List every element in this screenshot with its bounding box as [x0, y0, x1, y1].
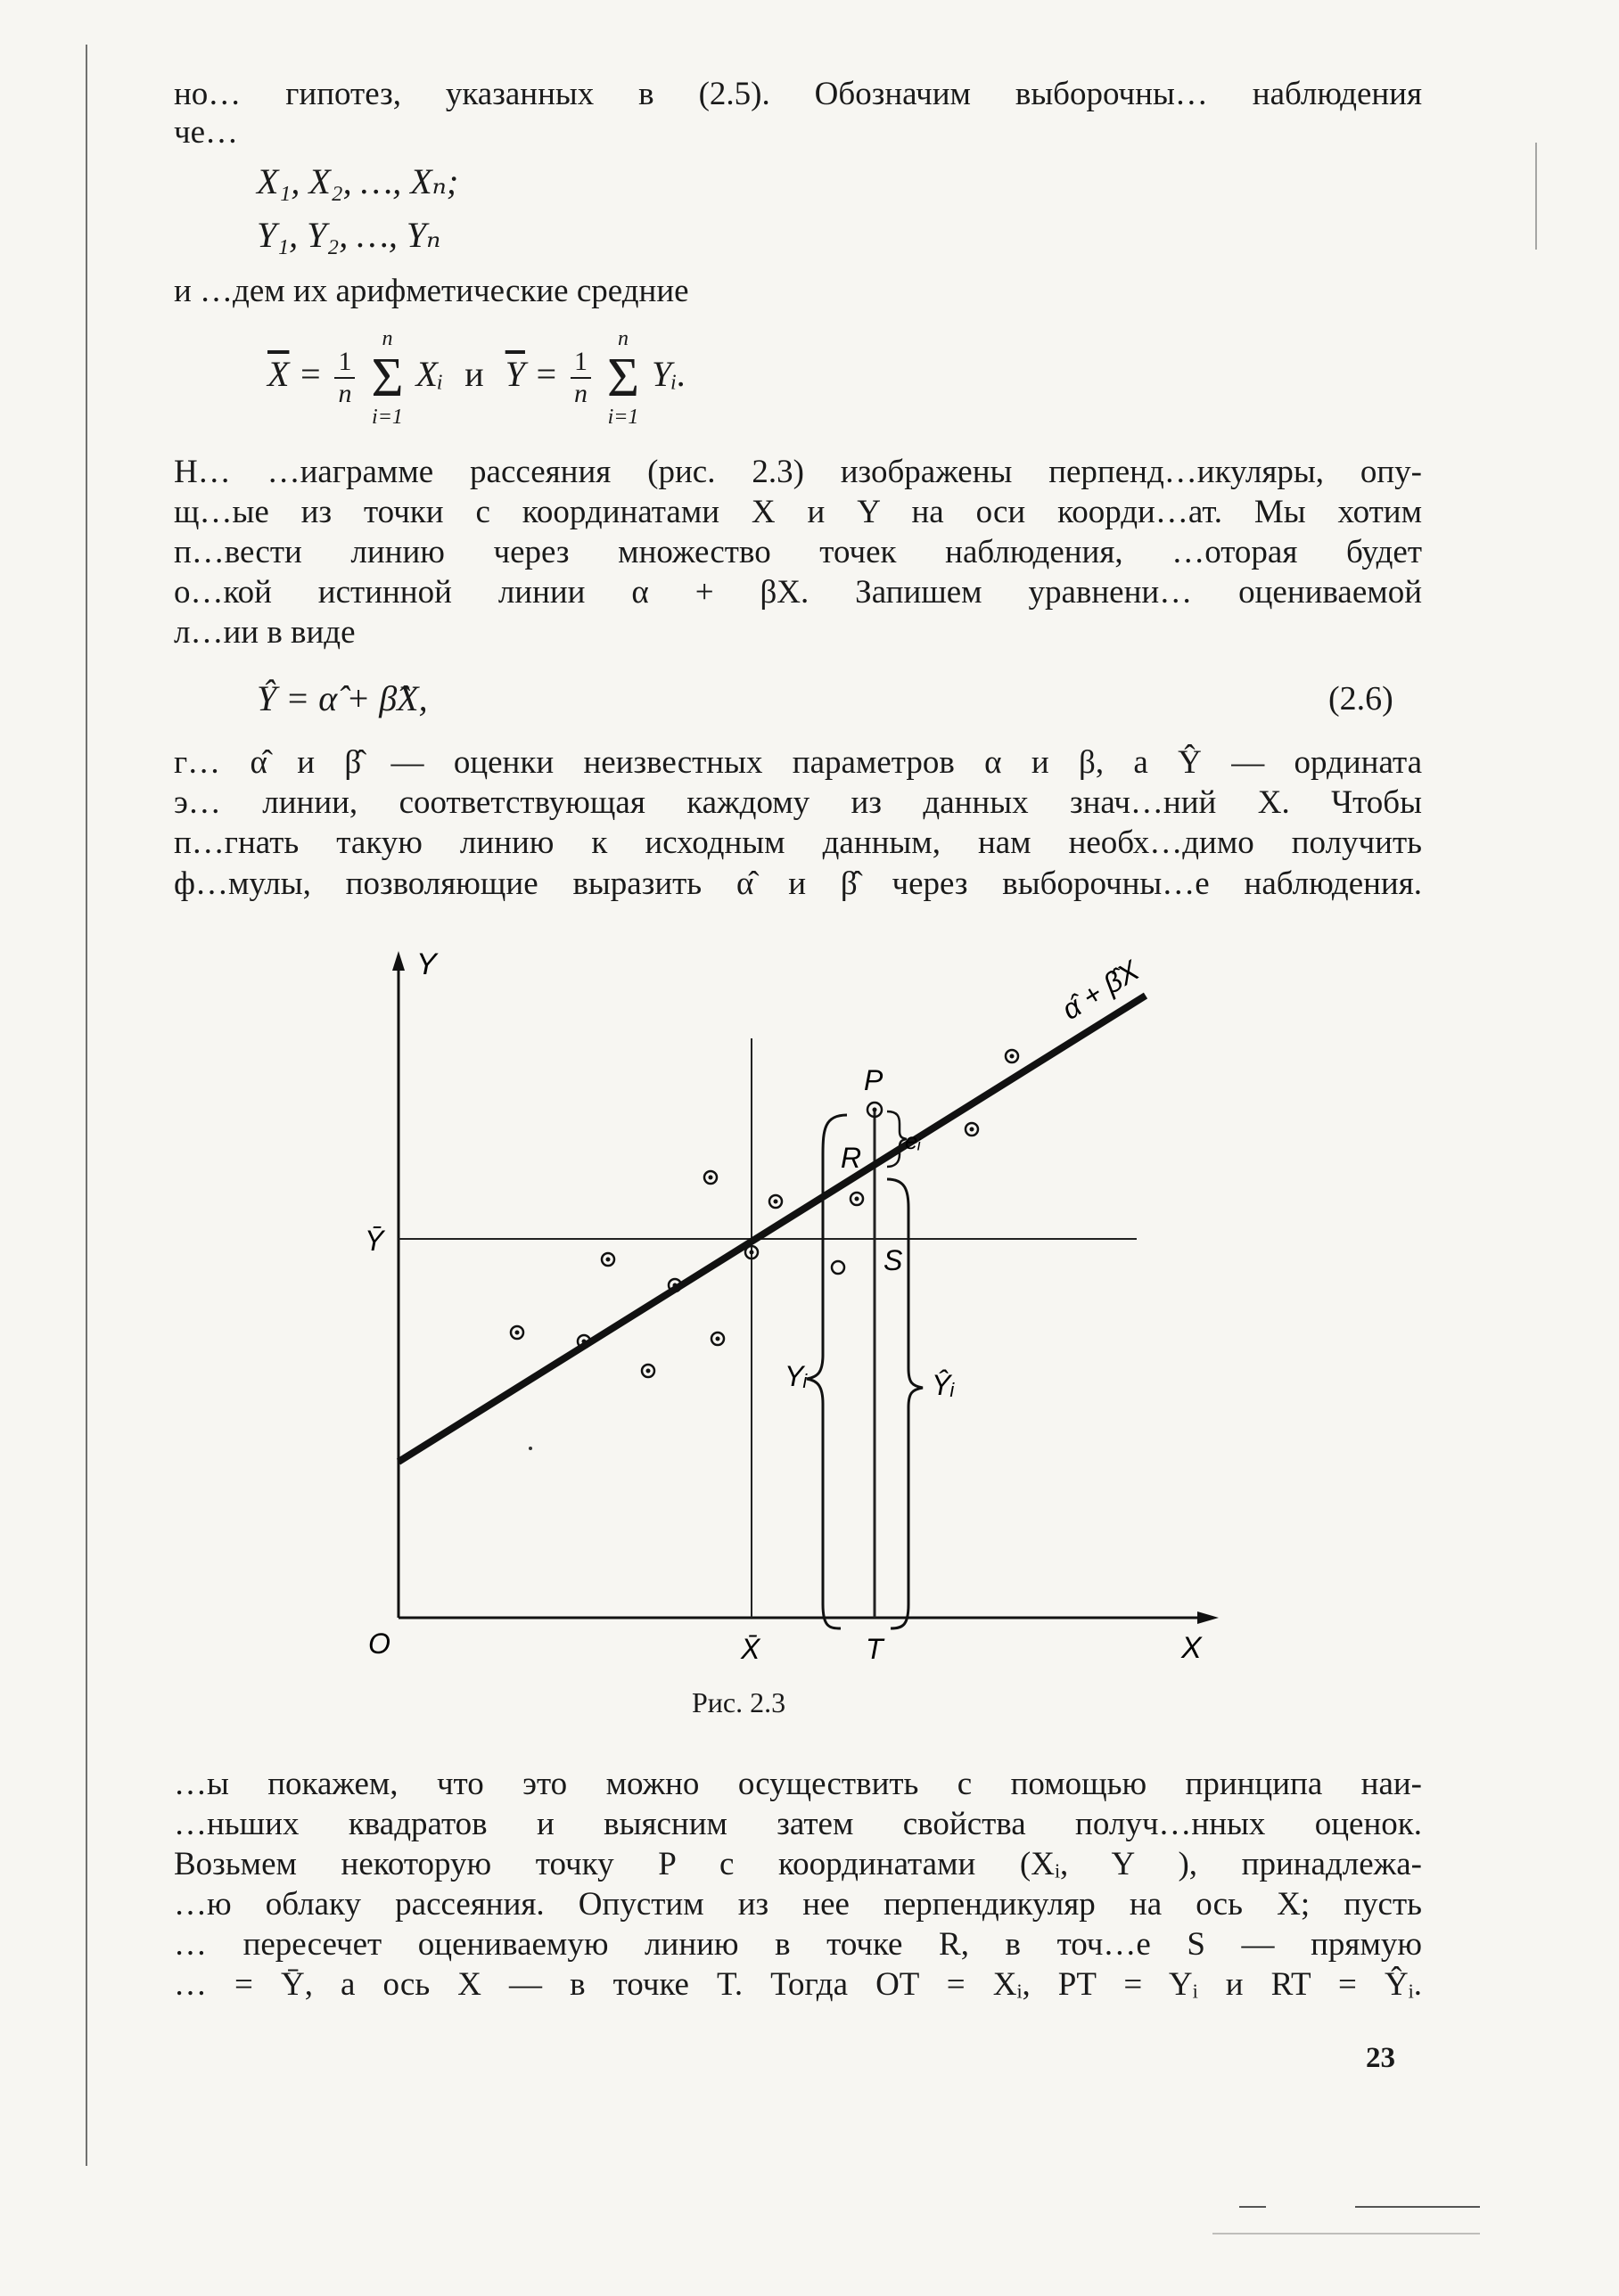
- fraction-1-over-n-2: [571, 347, 591, 409]
- text-line-10: э… линии, соответствующая каждому из данных знач…ний X. Чтобы: [174, 784, 1422, 821]
- sum-operator: [371, 325, 403, 430]
- point-center: [970, 1128, 974, 1132]
- scan-artifact: [1355, 2206, 1480, 2208]
- x-axis-arrow: [1197, 1611, 1219, 1624]
- scan-artifact: [1212, 2233, 1480, 2234]
- scan-binding-shadow: [86, 45, 87, 2166]
- means-formula: [267, 325, 686, 430]
- point-center: [673, 1283, 678, 1288]
- text-line-3: и …дем их арифметические средние: [174, 273, 689, 309]
- equals-sign-2: =: [533, 354, 558, 395]
- sum-operator-2: [607, 325, 639, 430]
- origin-label: O: [368, 1628, 390, 1660]
- and-word: и: [464, 354, 484, 395]
- fraction-numerator-2: 1: [571, 347, 591, 379]
- text-line-18: … = Ȳ, а ось X — в точке T. Тогда OT = Xᵢ, PT = Yᵢ и RT = Ŷᵢ.: [174, 1966, 1422, 2003]
- sample-list-x: X₁, X₂, …, Xₙ;: [257, 161, 459, 201]
- text-line-11: п…гнать такую линию к исходным данным, нам необх…димо получить: [174, 824, 1422, 861]
- x-axis-label: X: [1181, 1631, 1202, 1665]
- text-line-17: … пересечет оцениваемую линию в точке R, в точ…е S — прямую: [174, 1926, 1422, 1963]
- y-axis-label: Y: [416, 947, 437, 981]
- text-line-16: …ю облаку рассеяния. Опустим из нее перпендикуляр на ось X; пусть: [174, 1886, 1422, 1923]
- fraction-denominator-2: n: [573, 379, 588, 408]
- scan-edge-mark: [1535, 143, 1537, 250]
- equals-sign: =: [298, 354, 323, 395]
- text-line-7: о…кой истинной линии α + βX. Запишем уравнени… оцениваемой: [174, 574, 1422, 611]
- point-center: [1010, 1054, 1015, 1059]
- text-line-9: г… α̂ и β̂ — оценки неизвестных параметров α и β, а Ŷ — ордината: [174, 744, 1422, 781]
- sigma-symbol: Σ: [371, 348, 404, 408]
- point-center: [750, 1250, 754, 1255]
- x-mean-label: X̄: [741, 1633, 760, 1665]
- fraction-denominator: n: [338, 379, 352, 408]
- point-center: [582, 1340, 587, 1344]
- point-center: [716, 1337, 720, 1341]
- text-line-5: щ…ые из точки с координатами X и Y на оси коорди…ат. Мы хотим: [174, 494, 1422, 530]
- point-center: [873, 1108, 877, 1112]
- y-mean-label: Ȳ: [365, 1225, 384, 1257]
- sum-upper-limit: n: [382, 327, 393, 350]
- equation-number: (2.6): [1328, 680, 1393, 718]
- scatter-point: [832, 1261, 844, 1274]
- text-line-2: че…: [174, 114, 239, 151]
- text-line-6: п…вести линию через множество точек наблюдения, …оторая будет: [174, 534, 1422, 570]
- scatter-points: [511, 1050, 1018, 1377]
- page-number: 23: [1366, 2042, 1395, 2074]
- point-center: [515, 1331, 520, 1335]
- estimated-regression-line: [399, 996, 1146, 1462]
- text-line-14: …ньших квадратов и выясним затем свойства получ…нных оценок.: [174, 1806, 1422, 1842]
- regression-line-label: α̂ + β̂X: [1056, 954, 1145, 1026]
- point-center: [709, 1176, 713, 1180]
- fraction-1-over-n: [334, 347, 355, 409]
- r-label: R: [841, 1142, 862, 1174]
- yhat-label: Ŷᵢ: [932, 1369, 955, 1401]
- t-label: T: [866, 1633, 883, 1665]
- figure-2-3-scatter-diagram: [352, 940, 1244, 1671]
- text-line-15: Возьмем некоторую точку P с координатами (Xᵢ, Y ), принадлежа-: [174, 1846, 1422, 1882]
- sample-list-y: Y₁, Y₂, …, Yₙ: [257, 215, 441, 255]
- scan-speck: [529, 1447, 532, 1450]
- point-center: [855, 1197, 859, 1201]
- yi-label: Yᵢ: [785, 1360, 808, 1392]
- text-line-12: ф…мулы, позволяющие выразить α̂ и β̂ через выборочны…е наблюдения.: [174, 865, 1422, 902]
- fraction-numerator: 1: [334, 347, 355, 379]
- s-label: S: [883, 1244, 903, 1276]
- scan-artifact: [1239, 2206, 1266, 2208]
- y-term: Yᵢ.: [652, 354, 686, 395]
- point-center: [646, 1369, 651, 1374]
- figure-caption: Рис. 2.3: [692, 1686, 786, 1718]
- x-term: Xᵢ: [415, 354, 444, 395]
- text-line-4: Н… …иаграмме рассеяния (рис. 2.3) изображены перпенд…икуляры, опу-: [174, 454, 1422, 490]
- point-centers: [515, 1054, 1015, 1374]
- ei-label: eᵢ: [905, 1128, 921, 1154]
- sum-lower-limit-2: i=1: [607, 406, 639, 429]
- text-line-8: л…ии в виде: [174, 614, 356, 651]
- y-bar-symbol: $\overline{Y}$: [505, 354, 525, 395]
- point-center: [774, 1200, 778, 1204]
- text-line-13: …ы покажем, что это можно осуществить с помощью принципа наи-: [174, 1766, 1422, 1802]
- sum-lower-limit: i=1: [372, 406, 403, 429]
- equation-2-6: Ŷ = α̂ + β̂X,: [257, 678, 428, 718]
- sum-upper-limit-2: n: [618, 327, 629, 350]
- sigma-symbol-2: Σ: [606, 348, 640, 408]
- text-line-1: но… гипотез, указанных в (2.5). Обозначим выборочны… наблюдения: [174, 76, 1422, 112]
- p-label: P: [864, 1064, 883, 1096]
- y-axis-arrow: [392, 951, 405, 971]
- point-center: [606, 1258, 611, 1262]
- x-bar-symbol: $\overline{X}$: [267, 354, 290, 395]
